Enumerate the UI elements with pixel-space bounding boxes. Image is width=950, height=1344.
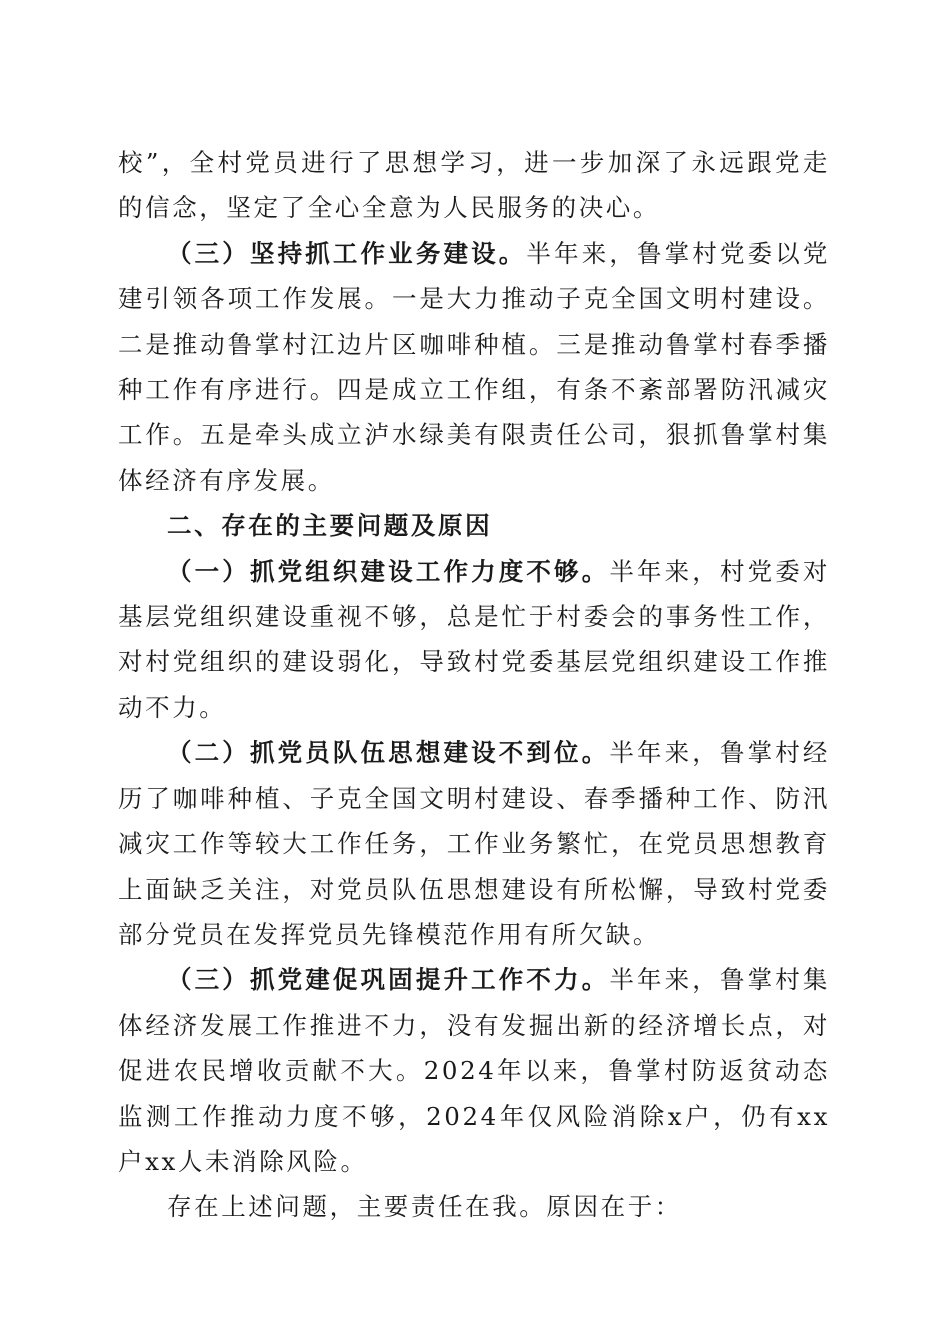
problem-paragraph-1 bbox=[118, 549, 830, 731]
problem-lead: （一）抓党组织建设工作力度不够。 bbox=[167, 556, 610, 586]
paragraph-continuation bbox=[118, 140, 830, 231]
problem-paragraph-3 bbox=[118, 957, 830, 1184]
problem-lead: （三）抓党建促巩固提升工作不力。 bbox=[167, 965, 610, 995]
section-heading: 二、存在的主要问题及原因 bbox=[167, 511, 493, 541]
problem-text: 半年来，鲁掌村集体经济发展工作推进不力，没有发掘出新的经济增长点，对促进农民增收贡献不大。2024年以来，鲁掌村防返贫动态监测工作推动力度不够，2024年仅风险消除x户，仍有xx户xx人未消除风险。 bbox=[118, 965, 830, 1176]
problem-lead: （二）抓党员队伍思想建设不到位。 bbox=[167, 738, 610, 768]
closing-paragraph: 存在上述问题，主要责任在我。原因在于： bbox=[167, 1192, 682, 1222]
paragraph-lead: （三）坚持抓工作业务建设。 bbox=[167, 238, 527, 268]
problem-text: 半年来，村党委对基层党组织建设重视不够，总是忙于村委会的事务性工作，对村党组织的建设弱化，导致村党委基层党组织建设工作推动不力。 bbox=[118, 556, 830, 722]
problem-paragraph-2 bbox=[118, 730, 830, 957]
document-body bbox=[118, 140, 830, 1230]
paragraph-text: 校”，全村党员进行了思想学习，进一步加深了永远跟党走的信念，坚定了全心全意为人民服务的决心。 bbox=[118, 148, 830, 223]
paragraph-text: 半年来，鲁掌村党委以党建引领各项工作发展。一是大力推动子克全国文明村建设。二是推动鲁掌村江边片区咖啡种植。三是推动鲁掌村春季播种工作有序进行。四是成立工作组，有条不紊部署防汛减灾工作。五是牵头成立泸水绿美有限责任公司，狠抓鲁掌村集体经济有序发展。 bbox=[118, 238, 830, 495]
problem-text: 半年来，鲁掌村经历了咖啡种植、子克全国文明村建设、春季播种工作、防汛减灾工作等较大工作任务，工作业务繁忙，在党员思想教育上面缺乏关注，对党员队伍思想建设有所松懈，导致村党委部分党员在发挥党员先锋模范作用有所欠缺。 bbox=[118, 738, 830, 949]
paragraph-work-building bbox=[118, 231, 830, 503]
